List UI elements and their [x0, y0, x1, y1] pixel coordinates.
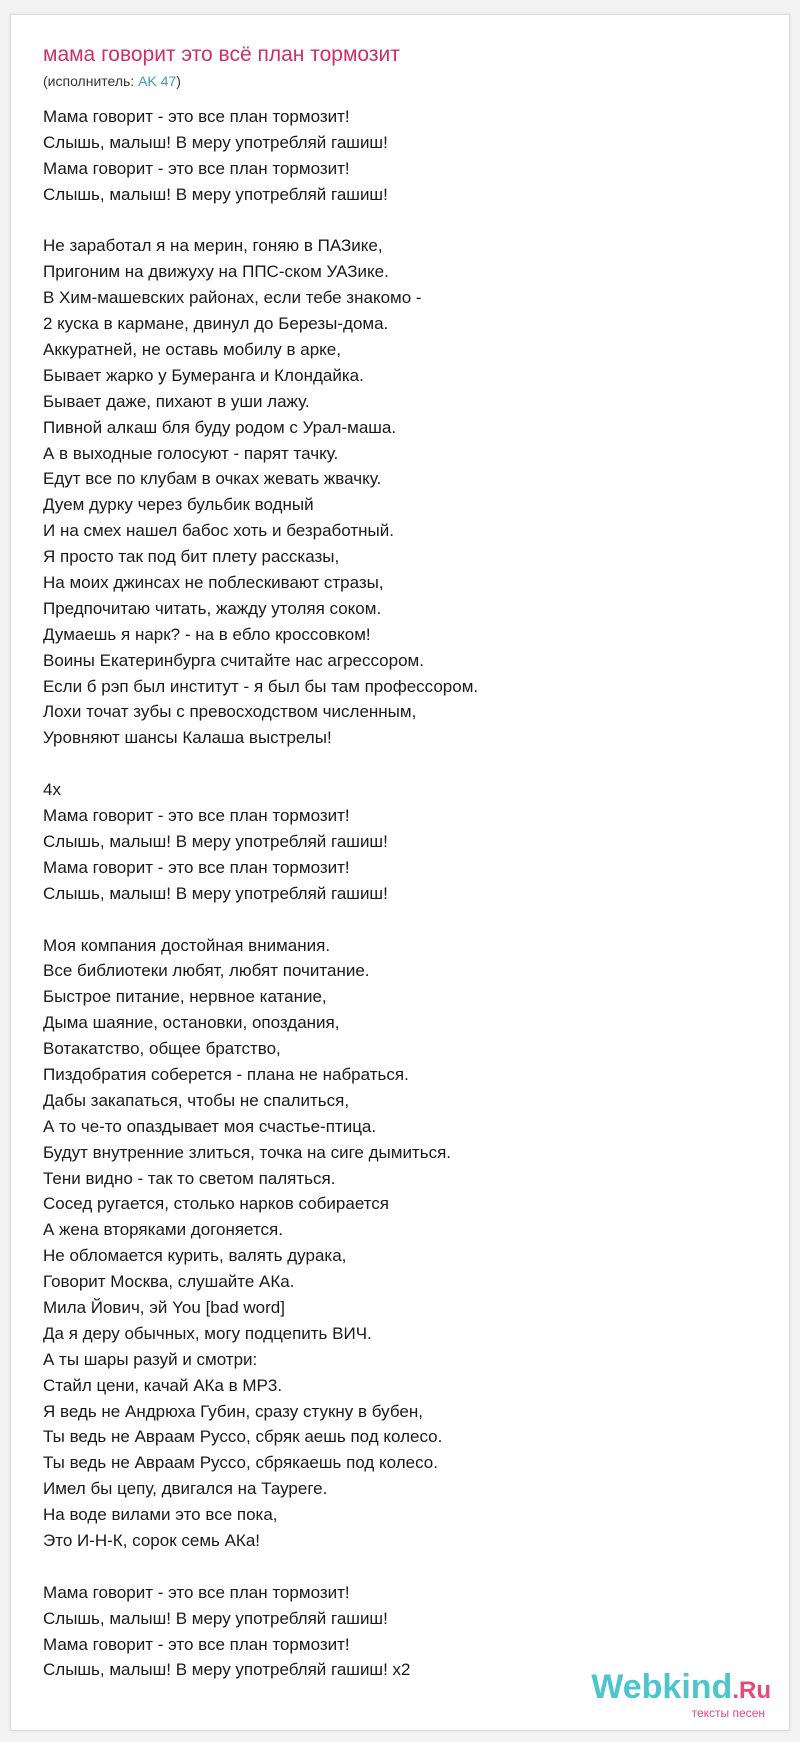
lyric-line: Слышь, малыш! В меру употребляй гашиш! х2 — [43, 1660, 411, 1680]
lyric-line: Пригоним на движуху на ППС-ском УАЗике. — [43, 262, 389, 282]
lyric-line: Дуем дурку через бульбик водный — [43, 495, 314, 515]
lyric-line — [43, 907, 763, 933]
lyric-line: Мама говорит - это все план тормозит! — [43, 857, 350, 877]
lyric-line: Слышь, малыш! В меру употребляй гашиш! — [43, 184, 388, 204]
lyric-line: Мила Йович, эй You [bad word] — [43, 1297, 285, 1317]
lyric-line: Воины Екатеринбурга считайте нас агрессором. — [43, 650, 424, 670]
artist-line — [43, 73, 181, 89]
lyric-line: А то че-то опаздывает моя счастье-птица. — [43, 1116, 377, 1136]
lyric-line: Я просто так под бит плету рассказы, — [43, 547, 340, 567]
lyric-line: Слышь, малыш! В меру употребляй гашиш! — [43, 831, 388, 851]
lyrics-card — [10, 14, 790, 1731]
lyric-line: Мама говорит - это все план тормозит! — [43, 107, 350, 126]
lyric-line — [43, 208, 763, 234]
lyric-line: Сосед ругается, столько нарков собирается — [43, 1194, 390, 1214]
lyric-line: Бывает жарко у Бумеранга и Клондайка. — [43, 365, 364, 385]
logo-name: Webkind — [591, 1668, 733, 1706]
song-title: мама говорит это всё план тормозит — [43, 43, 400, 66]
lyrics-text — [43, 104, 763, 1683]
lyric-line: Пиздобратия соберется - плана не набраться. — [43, 1064, 409, 1084]
lyric-line: На воде вилами это все пока, — [43, 1505, 278, 1525]
lyric-line: Стайл цени, качай АКа в MP3. — [43, 1375, 283, 1395]
artist-prefix: (исполнитель: — [43, 73, 139, 89]
lyric-line: А в выходные голосуют - парят тачку. — [43, 443, 339, 463]
lyric-line: Бывает даже, пихают в уши лажу. — [43, 391, 310, 411]
lyric-line: Слышь, малыш! В меру употребляй гашиш! — [43, 1608, 388, 1628]
lyric-line: Дабы закапаться, чтобы не спалиться, — [43, 1090, 350, 1110]
lyric-line: Ты ведь не Авраам Руссо, сбрякаешь под колесо. — [43, 1453, 438, 1473]
logo-tld: .Ru — [732, 1677, 771, 1704]
lyric-line: Мама говорит - это все план тормозит! — [43, 158, 350, 178]
lyric-line: Быстрое питание, нервное катание, — [43, 987, 327, 1007]
lyric-line: 2 куска в кармане, двинул до Березы-дома. — [43, 314, 389, 334]
lyric-line: Говорит Москва, слушайте АКа. — [43, 1272, 295, 1292]
lyric-line: Тени видно - так то светом паляться. — [43, 1168, 336, 1188]
lyric-line: И на смех нашел бабос хоть и безработный. — [43, 521, 394, 541]
lyric-line: Это И-Н-К, сорок семь АКа! — [43, 1530, 261, 1550]
lyric-line: Слышь, малыш! В меру употребляй гашиш! — [43, 883, 388, 903]
lyric-line — [43, 751, 763, 777]
lyric-line: В Хим-машевских районах, если тебе знакомо - — [43, 288, 422, 308]
lyric-line: Будут внутренние злиться, точка на сиге дымиться. — [43, 1142, 452, 1162]
lyric-line: Ты ведь не Авраам Руссо, сбряк аешь под колесо. — [43, 1427, 443, 1447]
lyric-line: Моя компания достойная внимания. — [43, 935, 331, 955]
lyric-line — [43, 1554, 763, 1580]
lyric-line: Имел бы цепу, двигался на Тауреге. — [43, 1479, 328, 1499]
lyric-line: Думаешь я нарк? - на в ебло кроссовком! — [43, 624, 371, 644]
lyric-line: Аккуратней, не оставь мобилу в арке, — [43, 340, 341, 360]
lyric-line: Все библиотеки любят, любят почитание. — [43, 961, 370, 981]
lyric-line: Если б рэп был институт - я был бы там профессором. — [43, 676, 479, 696]
lyric-line: Вотакатство, общее братство, — [43, 1039, 281, 1059]
lyric-line: 4x — [43, 780, 61, 800]
lyric-line: Едут все по клубам в очках жевать жвачку. — [43, 469, 382, 489]
lyric-line: Уровняют шансы Калаша выстрелы! — [43, 728, 332, 748]
lyric-line: Не обломается курить, валять дурака, — [43, 1246, 347, 1266]
lyric-line: Лохи точат зубы с превосходством численным, — [43, 702, 417, 722]
lyric-line: Предпочитаю читать, жажду утоляя соком. — [43, 598, 382, 618]
lyric-line: А ты шары разуй и смотри: — [43, 1349, 258, 1369]
lyric-line: А жена вторяками догоняется. — [43, 1220, 283, 1240]
lyric-line: Мама говорит - это все план тормозит! — [43, 1634, 350, 1654]
lyric-line: На моих джинсах не поблескивают стразы, — [43, 573, 384, 593]
lyric-line: Слышь, малыш! В меру употребляй гашиш! — [43, 132, 388, 152]
lyric-line: Я ведь не Андрюха Губин, сразу стукну в бубен, — [43, 1401, 423, 1421]
lyric-line: Не заработал я на мерин, гоняю в ПАЗике, — [43, 236, 383, 256]
site-logo[interactable] — [591, 1670, 771, 1720]
logo-tagline: тексты песен — [691, 1706, 765, 1720]
lyric-line: Мама говорит - это все план тормозит! — [43, 806, 350, 826]
lyric-line: Пивной алкаш бля буду родом с Урал-маша. — [43, 417, 397, 437]
lyric-line: Мама говорит - это все план тормозит! — [43, 1582, 350, 1602]
artist-suffix: ) — [176, 73, 181, 89]
artist-link[interactable]: AK 47 — [138, 73, 177, 89]
lyric-line: Дыма шаяние, остановки, опоздания, — [43, 1013, 340, 1033]
lyric-line: Да я деру обычных, могу подцепить ВИЧ. — [43, 1323, 372, 1343]
